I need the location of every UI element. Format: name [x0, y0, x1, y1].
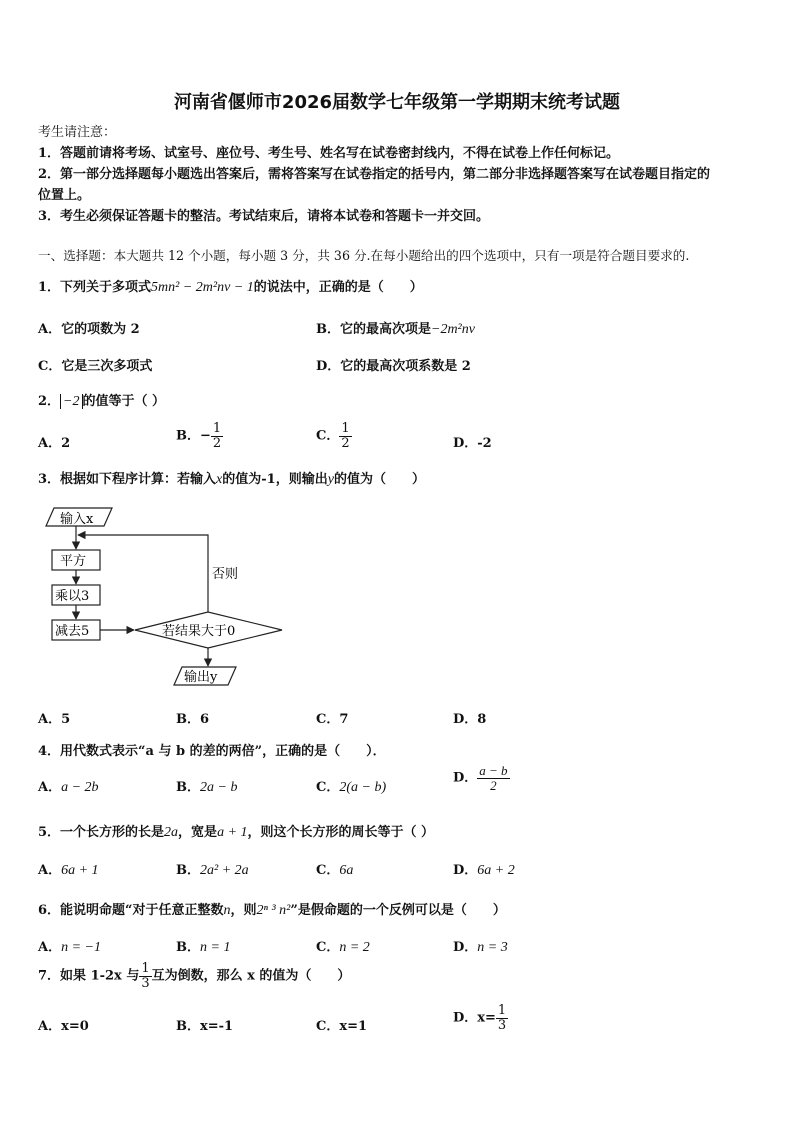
q6-option-a-expr: n = −1 — [61, 940, 101, 955]
q2-option-c — [316, 422, 352, 450]
q5-option-b-expr: 2a² + 2a — [200, 863, 249, 878]
q7-pre: 7．如果 1-2x 与 — [38, 968, 140, 984]
q4-option-c-label: C． — [316, 780, 340, 795]
q5-option-a-expr: 6a + 1 — [61, 863, 99, 878]
q2-option-b-label: B．− — [176, 428, 211, 444]
q5-option-b — [176, 859, 249, 879]
q6-option-c-expr: n = 2 — [339, 940, 370, 955]
q6-option-b-expr: n = 1 — [200, 940, 231, 955]
flow-minus5-label: 减去5 — [55, 624, 90, 639]
notice-item-2: 2．第一部分选择题每小题选出答案后，需将答案写在试卷指定的括号内，第二部分非选择题答案写在试卷题目指定的 — [38, 167, 711, 182]
q5-option-c-label: C． — [316, 863, 340, 878]
q6-option-d-label: D． — [453, 940, 478, 955]
q6-mid: ，则 — [230, 903, 257, 918]
q4-option-d — [453, 764, 510, 792]
q4-option-a — [38, 776, 99, 796]
q6-option-a-label: A． — [38, 940, 62, 955]
q2-option-b-fraction — [211, 422, 223, 450]
q1-option-b-expr: −2m²nv — [431, 322, 475, 337]
fraction-denominator: 3 — [497, 1017, 507, 1033]
q4-option-a-expr: a − 2b — [61, 780, 99, 795]
q3-var-y: y — [327, 472, 334, 487]
q5-option-a — [38, 859, 99, 879]
q7-post: 互为倒数，那么 x 的值为（ ） — [151, 968, 351, 984]
q5-option-d — [453, 859, 515, 879]
flow-else-label: 否则 — [212, 567, 239, 582]
q3-post: 的值为（ ） — [333, 472, 425, 487]
q1-option-c: C．它是三次多项式 — [38, 359, 153, 374]
q2-option-c-label: C． — [316, 428, 340, 444]
q2-option-b — [176, 422, 223, 450]
fraction-denominator: 2 — [341, 435, 350, 451]
fraction-numerator: 1 — [141, 961, 150, 976]
q5-width: a + 1 — [217, 825, 248, 840]
q1-pre: 1．下列关于多项式 — [38, 280, 152, 295]
q5-option-b-label: B． — [176, 863, 200, 878]
q2-option-a: A．2 — [38, 436, 71, 451]
flow-output-label: 输出y — [184, 670, 218, 685]
q4-option-c-expr: 2(a − b) — [339, 780, 387, 795]
q6-relation: 2ⁿ ³ n² — [256, 903, 291, 918]
q7-option-a: A．x=0 — [38, 1019, 89, 1034]
fraction-numerator: 1 — [212, 421, 222, 436]
q2-option-c-fraction — [339, 422, 351, 450]
q4-option-b-expr: 2a − b — [200, 780, 238, 795]
q3-stem — [38, 468, 425, 488]
q1-option-b — [316, 318, 475, 338]
q6-option-c-label: C． — [316, 940, 340, 955]
q5-pre: 5．一个长方形的长是 — [38, 825, 165, 840]
notice-item-1: 1．答题前请将考场、试室号、座位号、考生号、姓名写在试卷密封线内，不得在试卷上作任何标记。 — [38, 146, 620, 161]
q5-mid: ，宽是 — [178, 825, 218, 840]
q3-var-x: x — [216, 472, 223, 487]
fraction-denominator: 2 — [212, 435, 222, 451]
flow-times3-label: 乘以3 — [55, 589, 90, 604]
q6-stem — [38, 899, 506, 919]
q6-option-d-expr: n = 3 — [477, 940, 508, 955]
q5-stem — [38, 821, 434, 841]
q1-option-b-label: B．它的最高次项是 — [316, 322, 431, 337]
q7-fraction — [139, 962, 151, 990]
q1-expression: 5mn² − 2m²nv − 1 — [151, 280, 254, 295]
q3-mid: 的值为-1，则输出 — [222, 472, 328, 487]
q1-stem — [38, 276, 423, 296]
fraction-numerator: 1 — [497, 1003, 507, 1018]
flow-square-label: 平方 — [60, 554, 87, 569]
q3-option-c: C．7 — [316, 712, 349, 727]
notice-item-3: 3．考生必须保证答题卡的整洁。考试结束后，请将本试卷和答题卡一并交回。 — [38, 209, 490, 224]
q7-option-d-fraction — [496, 1004, 508, 1032]
q5-option-c — [316, 859, 353, 879]
flow-input-label: 输入x — [60, 512, 94, 527]
q5-option-a-label: A． — [38, 863, 62, 878]
q4-option-d-label: D． — [453, 770, 478, 786]
q7-option-c: C．x=1 — [316, 1019, 368, 1034]
q1-option-d: D．它的最高次项系数是 2 — [316, 359, 471, 374]
section-heading: 一、选择题：本大题共 12 个小题，每小题 3 分，共 36 分.在每小题给出的四个选项中，只有一项是符合题目要求的. — [38, 248, 690, 263]
q4-option-d-fraction — [477, 764, 509, 792]
q2-stem — [38, 390, 165, 409]
q6-option-b — [176, 936, 230, 956]
q4-option-c — [316, 776, 386, 796]
q5-length: 2a — [164, 825, 179, 840]
q7-option-d-label: D．x= — [453, 1010, 496, 1026]
q6-option-c — [316, 936, 370, 956]
q3-pre: 3．根据如下程序计算：若输入 — [38, 472, 217, 487]
q5-post: ，则这个长方形的周长等于（ ） — [247, 825, 435, 840]
q4-stem: 4．用代数式表示“a 与 b 的差的两倍”，正确的是（ ）． — [38, 744, 386, 759]
q1-option-a: A．它的项数为 2 — [38, 322, 140, 337]
q5-option-d-expr: 6a + 2 — [477, 863, 515, 878]
fraction-numerator: 1 — [341, 421, 350, 436]
q4-option-b — [176, 776, 237, 796]
q1-post: 的说法中，正确的是（ ） — [253, 280, 423, 295]
q7-option-d — [453, 1004, 508, 1032]
fraction-denominator: 2 — [490, 777, 497, 793]
q2-pre: 2． — [38, 394, 61, 409]
q6-option-a — [38, 936, 101, 956]
q3-option-a: A．5 — [38, 712, 71, 727]
q3-option-d: D．8 — [453, 712, 487, 727]
q2-absolute-value: −2 — [60, 394, 82, 409]
notice-item-2-cont: 位置上。 — [38, 188, 91, 203]
fraction-denominator: 3 — [141, 975, 150, 991]
q5-option-c-expr: 6a — [339, 863, 354, 878]
q5-option-d-label: D． — [453, 863, 478, 878]
q4-option-a-label: A． — [38, 780, 62, 795]
q6-post: ”是假命题的一个反例可以是（ ） — [290, 903, 506, 918]
fraction-numerator: a − b — [479, 763, 508, 778]
q6-option-b-label: B． — [176, 940, 200, 955]
q3-flowchart — [40, 500, 300, 700]
flow-condition-label: 若结果大于0 — [162, 624, 236, 639]
notice-heading: 考生请注意： — [38, 125, 117, 140]
q3-option-b: B．6 — [176, 712, 210, 727]
flow-loop-arrow — [78, 535, 208, 612]
q6-option-d — [453, 936, 508, 956]
q2-option-d: D．-2 — [453, 436, 492, 451]
q6-pre: 6．能说明命题“对于任意正整数 — [38, 903, 224, 918]
q7-stem — [38, 962, 350, 990]
q7-option-b: B．x=-1 — [176, 1019, 234, 1034]
page-title: 河南省偃师市2026届数学七年级第一学期期末统考试题 — [173, 92, 621, 113]
q4-option-b-label: B． — [176, 780, 200, 795]
q2-post: 的值等于（ ） — [82, 394, 166, 409]
q6-var-n: n — [223, 903, 231, 918]
